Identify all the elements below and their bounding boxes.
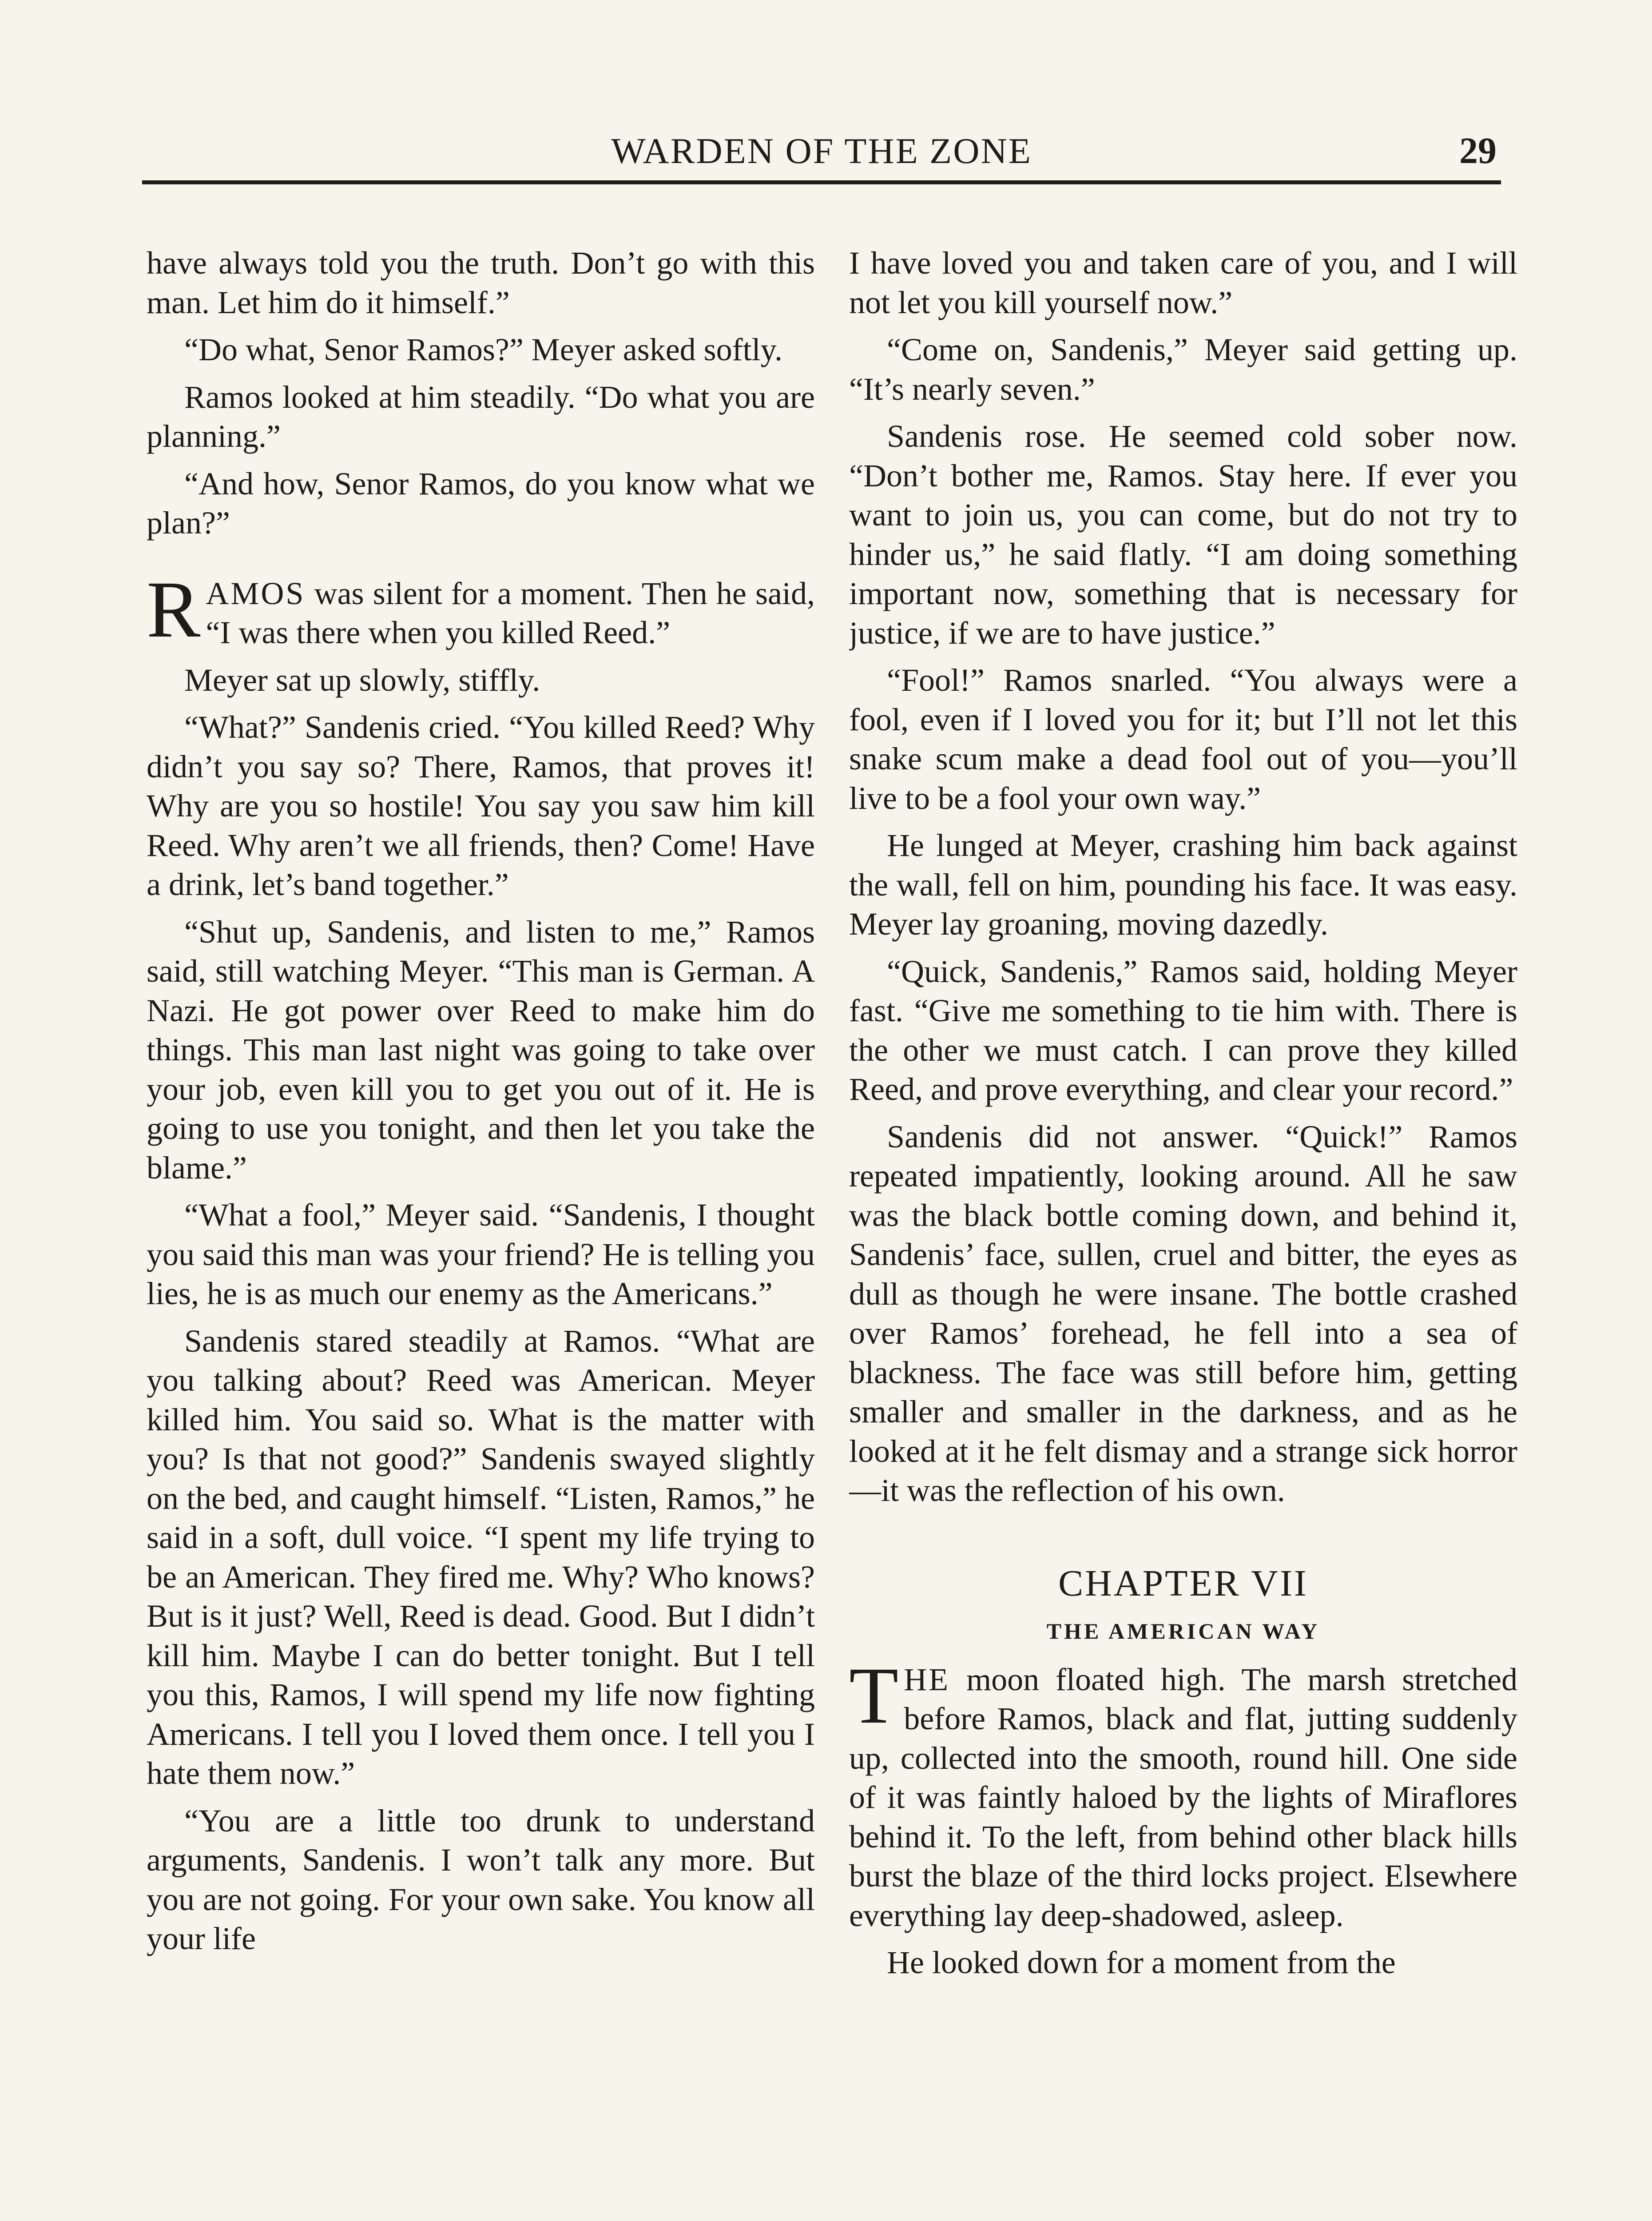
- chapter-subtitle: THE AMERICAN WAY: [1046, 1618, 1320, 1644]
- drop-cap: T: [849, 1651, 899, 1740]
- paragraph-text: moon floated high. The marsh stretched before Ramos, black and flat, jutting suddenly up, collected into the smooth, round hill. One side of it was faintly haloed by the lights of Miraflores behind it. To the left, from behind other black hills burst the blaze of the third locks project. Elsewhere everything lay deep-shadowed, asleep.: [849, 1661, 1517, 1933]
- paragraph: Ramos looked at him steadily. “Do what you are planning.”: [147, 379, 815, 454]
- paragraph: “Shut up, Sandenis, and listen to me,” Ramos said, still watching Meyer. “This man is German. A Nazi. He got power over Reed to make him do things. This man last night was going to take over your job, even kill you to get you out of it. He is going to use you tonight, and then let you take the blame.”: [147, 914, 815, 1186]
- paragraph: “You are a little too drunk to understand arguments, Sandenis. I won’t talk any more. But you are not going. For your own sake. You know all your life: [147, 1803, 815, 1956]
- lead-word: HE: [904, 1661, 950, 1697]
- chapter-heading: CHAPTER VII: [1058, 1562, 1308, 1604]
- right-column: [849, 243, 1517, 2221]
- paragraph-text: was silent for a moment. Then he said, “I was there when you killed Reed.”: [206, 575, 815, 650]
- page-header: [142, 129, 1501, 173]
- lead-word: AMOS: [206, 575, 306, 611]
- paragraph: “Fool!” Ramos snarled. “You always were a fool, even if I loved you for it; but I’ll not let this snake scum make a dead fool out of you—you’ll live to be a fool your own way.”: [849, 662, 1517, 816]
- paragraph: Meyer sat up slowly, stiffly.: [184, 662, 540, 698]
- paragraph: “What?” Sandenis cried. “You killed Reed? Why didn’t you say so? There, Ramos, that proves it! Why are you so hostile! You say you saw him kill Reed. Why aren’t we all friends, then? Come! Have a drink, let’s band together.”: [147, 709, 815, 902]
- header-rule: [142, 180, 1501, 184]
- paragraph: “What a fool,” Meyer said. “Sandenis, I thought you said this man was your friend? He is telling you lies, he is as much our enemy as the Americans.”: [147, 1197, 815, 1311]
- paragraph: have always told you the truth. Don’t go with this man. Let him do it himself.”: [147, 245, 815, 320]
- paragraph: Sandenis stared steadily at Ramos. “What are you talking about? Reed was American. Meyer killed him. You said so. What is the matter with you? Is that not good?” Sandenis swayed slightly on the bed, and caught himself. “Listen, Ramos,” he said in a soft, dull voice. “I spent my life trying to be an American. They fired me. Why? Who knows? But is it just? Well, Reed is dead. Good. But I didn’t kill him. Maybe I can do better tonight. But I tell you this, Ramos, I will spend my life now fighting Americans. I tell you I loved them once. I tell you I hate them now.”: [147, 1323, 815, 1791]
- running-title: WARDEN OF THE ZONE: [611, 131, 1032, 171]
- paragraph: “And how, Senor Ramos, do you know what we plan?”: [147, 466, 815, 541]
- page-number: 29: [1459, 130, 1497, 171]
- paragraph: “Do what, Senor Ramos?” Meyer asked softly.: [184, 332, 782, 367]
- drop-cap: R: [147, 565, 201, 654]
- chapter-opening-paragraph: [849, 1651, 1517, 1935]
- paragraph: He lunged at Meyer, crashing him back against the wall, fell on him, pounding his face. It was easy. Meyer lay groaning, moving dazedly.: [849, 828, 1517, 942]
- paragraph: I have loved you and taken care of you, and I will not let you kill yourself now.”: [849, 245, 1517, 320]
- left-column: [147, 243, 815, 2221]
- paragraph: He looked down for a moment from the: [887, 1945, 1396, 1980]
- paragraph: “Come on, Sandenis,” Meyer said getting up. “It’s nearly seven.”: [849, 332, 1517, 407]
- paragraph: “Quick, Sandenis,” Ramos said, holding Meyer fast. “Give me something to tie him with. There is the other we must catch. I can prove they killed Reed, and prove everything, and clear your record.”: [849, 953, 1517, 1107]
- paragraph: Sandenis rose. He seemed cold sober now. “Don’t bother me, Ramos. Stay here. If ever you want to join us, you can come, but do not try to hinder us,” he said flatly. “I am doing something important now, something that is necessary for justice, if we are to have justice.”: [849, 418, 1517, 651]
- section-paragraph: [147, 565, 815, 654]
- paragraph: Sandenis did not answer. “Quick!” Ramos repeated impatiently, looking around. All he saw was the black bottle coming down, and behind it, Sandenis’ face, sullen, cruel and bitter, the eyes as dull as though he were insane. The bottle crashed over Ramos’ forehead, he fell into a sea of blackness. The face was still before him, getting smaller and smaller in the darkness, and as he looked at it he felt dismay and a strange sick horror—it was the reflection of his own.: [849, 1118, 1517, 1508]
